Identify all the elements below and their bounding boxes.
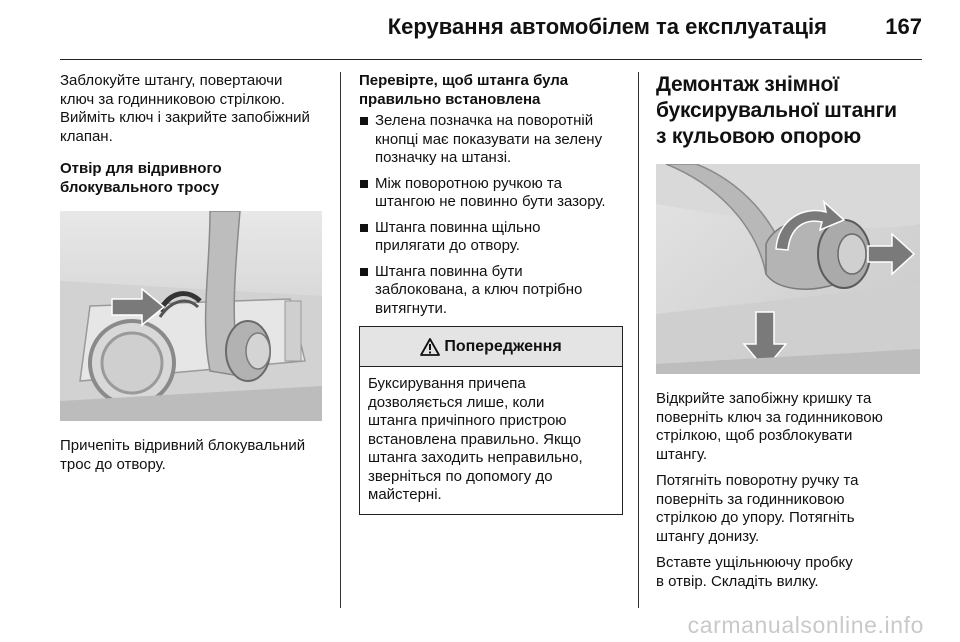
text-line: стрілкою, щоб розблокувати (656, 427, 853, 444)
text-line: кнопці має показувати на зелену (375, 130, 603, 148)
section-title-removal (656, 72, 922, 150)
text-line: Штанга повинна бути (375, 262, 523, 280)
page-header (60, 14, 922, 48)
text-line: поверніть ключ за годинниковою (656, 408, 883, 426)
text-line: заблокована, а ключ потрібно (375, 281, 583, 298)
text-line: встановлена правильно. Якщо (368, 430, 582, 448)
text-line: в отвір. Складіть вилку. (656, 572, 819, 590)
list-item (359, 263, 625, 319)
text-line: прилягати до отвору. (375, 237, 520, 254)
column-divider-2 (638, 72, 639, 608)
text-line: Вставте ущільнюючу пробку (656, 554, 853, 571)
text-line: трос до отвору. (60, 455, 166, 473)
warning-title: Попередження (444, 337, 562, 355)
text-line: Демонтаж знімної (656, 73, 839, 96)
warning-triangle-icon (420, 338, 440, 356)
watermark: carmanualsonline.info (687, 612, 924, 638)
step-paragraph-3 (656, 554, 922, 591)
text-line: блокувального тросу (60, 178, 220, 196)
text-line: правильно встановлена (359, 90, 541, 108)
warning-body (360, 367, 622, 514)
bullet-square-icon (360, 224, 368, 232)
text-line: Буксирування причепа (368, 375, 526, 392)
figure-remove-towbar (656, 164, 920, 374)
text-line: штангу донизу. (656, 527, 760, 545)
text-line: буксирувальної штанги (656, 99, 897, 122)
text-line: штангу. (656, 445, 707, 463)
text-line: Штанга повинна щільно (375, 218, 541, 236)
header-rule (60, 59, 922, 60)
text-line: дозволяється лише, коли (368, 393, 545, 411)
warning-box (359, 326, 623, 515)
text-line: Вийміть ключ і закрийте запобіжний (60, 109, 310, 126)
text-line: майстерні. (368, 486, 442, 503)
column-2 (359, 72, 625, 515)
warning-header (360, 327, 622, 367)
text-line: витягнути. (375, 299, 448, 317)
subheading-check-installed (359, 72, 625, 109)
column-1 (60, 72, 328, 474)
text-line: з кульовою опорою (656, 125, 862, 148)
text-line: ключ за годинниковою стрілкою. (60, 90, 285, 108)
column-divider-1 (340, 72, 341, 608)
text-line: Отвір для відривного (60, 160, 222, 177)
check-list (359, 112, 625, 318)
list-item (359, 219, 625, 256)
list-item (359, 112, 625, 168)
intro-paragraph (60, 72, 328, 146)
text-line: штанга причіпного пристрою (368, 412, 567, 429)
bullet-square-icon (360, 180, 368, 188)
figure-caption (60, 437, 328, 474)
text-line: позначку на штанзі. (375, 149, 512, 166)
bullet-square-icon (360, 268, 368, 276)
step-paragraph-1 (656, 390, 922, 464)
text-line: стрілкою до упору. Потягніть (656, 509, 855, 526)
text-line: Відкрийте запобіжну кришку та (656, 390, 872, 407)
text-line: штангою не повинно бути зазору. (375, 193, 606, 210)
column-3 (656, 72, 922, 591)
list-item (359, 175, 625, 212)
text-line: Зелена позначка на поворотній (375, 112, 594, 129)
text-line: зверніться по допомогу до (368, 467, 553, 485)
text-line: Між поворотною ручкою та (375, 174, 562, 192)
text-line: Потягніть поворотну ручку та (656, 472, 859, 489)
text-line: Перевірте, щоб штанга була (359, 72, 569, 89)
text-line: Заблокуйте штангу, повертаючи (60, 72, 283, 89)
step-paragraph-2 (656, 472, 922, 546)
text-line: штанга заходить неправильно, (368, 449, 583, 466)
page-number: 167 (885, 14, 922, 39)
figure-breakaway-cable-eyelet (60, 211, 322, 421)
text-line: Причепіть відривний блокувальний (60, 437, 306, 454)
chapter-title: Керування автомобілем та експлуатація (387, 14, 827, 39)
bullet-square-icon (360, 117, 368, 125)
subheading-cable-eyelet (60, 160, 328, 197)
text-line: поверніть за годинниковою (656, 490, 845, 508)
text-line: клапан. (60, 127, 113, 145)
